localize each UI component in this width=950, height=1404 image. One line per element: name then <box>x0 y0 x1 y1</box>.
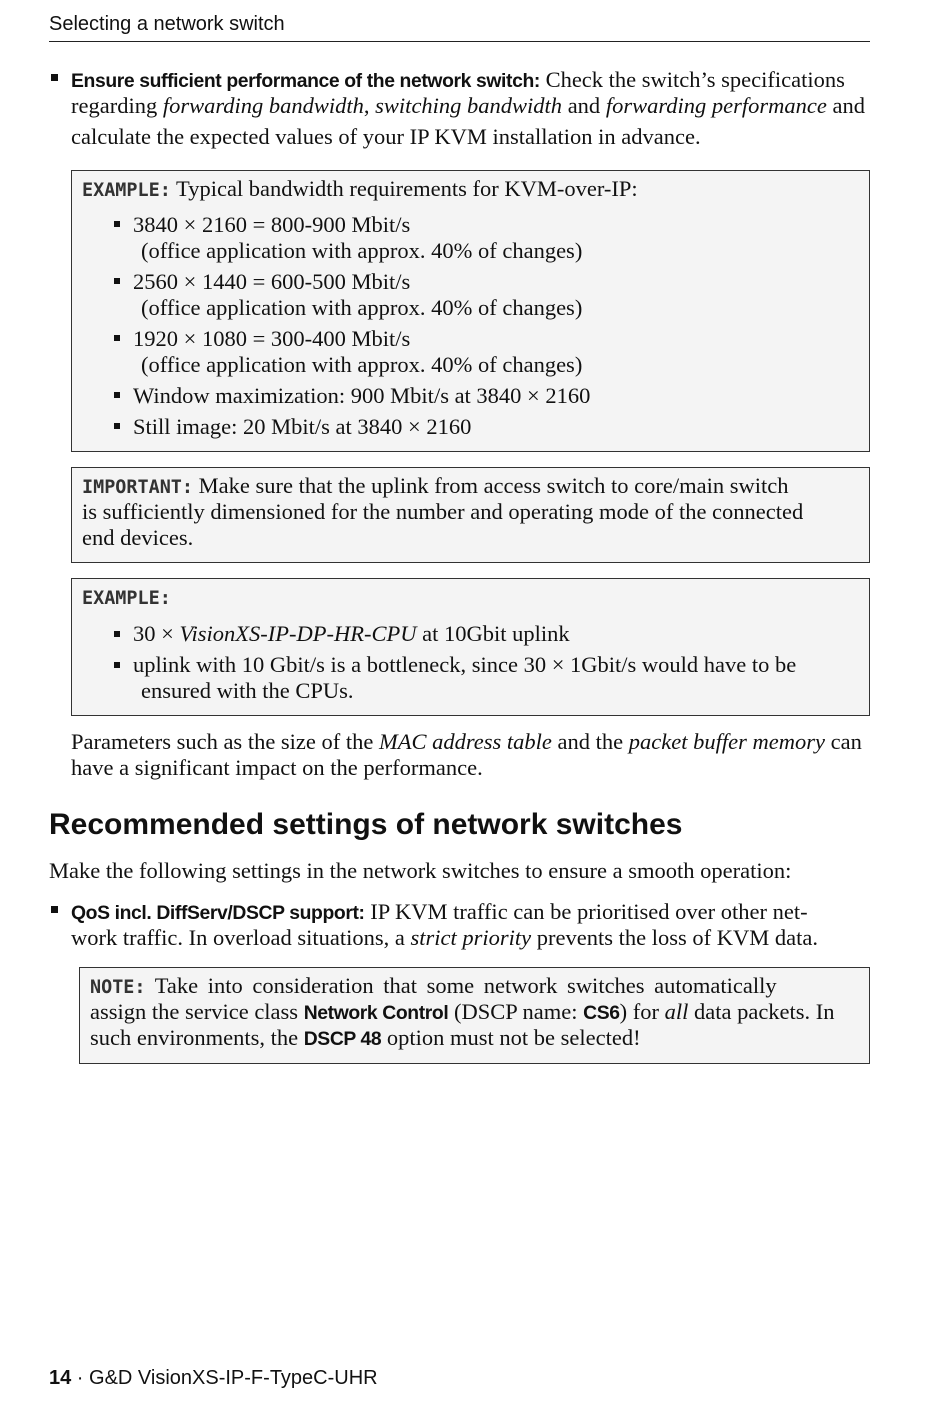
bullet-marker <box>51 906 58 913</box>
example-box-uplink <box>71 578 870 716</box>
list-item: 30 × VisionXS-IP-DP-HR-CPU at 10Gbit uplink <box>133 621 570 646</box>
list-bullet <box>114 278 120 284</box>
list-item: 1920 × 1080 = 300-400 Mbit/s <box>133 326 411 351</box>
bullet-marker <box>51 74 58 81</box>
intro-line-1: Ensure sufficient performance of the network switch: Check the switch’s specifications <box>71 67 845 92</box>
list-bullet <box>114 335 120 341</box>
qos-line-1: QoS incl. DiffServ/DSCP support: IP KVM traffic can be prioritised over other net- <box>71 899 808 924</box>
note-box <box>79 967 870 1064</box>
example-label: EXAMPLE: <box>82 180 171 201</box>
product-name: G&D VisionXS-IP-F-TypeC-UHR <box>89 1367 378 1389</box>
note-line-2: assign the service class Network Control (DSCP name: CS6) for all data packets. In <box>90 999 835 1024</box>
params-line-2: have a significant impact on the performance. <box>71 755 483 780</box>
intro-line-2: regarding forwarding bandwidth, switching bandwidth and forwarding performance and <box>71 93 865 118</box>
section-intro: Make the following settings in the network switches to ensure a smooth operation: <box>49 858 792 883</box>
list-item-detail: (office application with approx. 40% of changes) <box>141 352 583 377</box>
list-bullet <box>114 631 120 637</box>
qos-label: QoS incl. DiffServ/DSCP support: <box>71 902 365 924</box>
list-item-detail: (office application with approx. 40% of changes) <box>141 295 583 320</box>
list-bullet <box>114 392 120 398</box>
important-box <box>71 467 870 563</box>
section-heading: Recommended settings of network switches <box>49 808 683 841</box>
page-number: 14 <box>49 1367 72 1389</box>
list-item: Window maximization: 900 Mbit/s at 3840 × 2160 <box>133 383 591 408</box>
list-bullet <box>114 221 120 227</box>
note-line-3: such environments, the DSCP 48 option must not be selected! <box>90 1025 641 1050</box>
intro-line-3: calculate the expected values of your IP KVM installation in advance. <box>71 124 701 149</box>
note-line-1: NOTE: Take into consideration that some network switches automatically <box>90 973 777 998</box>
example-title: EXAMPLE: Typical bandwidth requirements for KVM-over-IP: <box>82 176 638 201</box>
list-item-detail: ensured with the CPUs. <box>141 678 354 703</box>
note-label: NOTE: <box>90 977 146 998</box>
page-footer: 14 · G&D VisionXS-IP-F-TypeC-UHR <box>49 1367 378 1389</box>
page-header <box>49 13 870 42</box>
important-label: IMPORTANT: <box>82 477 194 498</box>
intro-label: Ensure sufficient performance of the network switch: <box>71 70 540 92</box>
header-title: Selecting a network switch <box>49 13 285 35</box>
list-item: Still image: 20 Mbit/s at 3840 × 2160 <box>133 414 472 439</box>
important-line-2: is sufficiently dimensioned for the number and operating mode of the connected <box>82 499 804 524</box>
dscp-name: CS6 <box>583 1002 620 1024</box>
important-line-1: IMPORTANT: Make sure that the uplink from access switch to core/main switch <box>82 473 789 498</box>
service-class-name: Network Control <box>303 1002 449 1024</box>
list-item: 2560 × 1440 = 600-500 Mbit/s <box>133 269 411 294</box>
qos-line-2: work traffic. In overload situations, a strict priority prevents the loss of KVM data. <box>71 925 818 950</box>
list-item: 3840 × 2160 = 800-900 Mbit/s <box>133 212 411 237</box>
dscp-option: DSCP 48 <box>303 1028 382 1050</box>
params-line-1: Parameters such as the size of the MAC address table and the packet buffer memory can <box>71 729 862 754</box>
list-bullet <box>114 423 120 429</box>
example-label: EXAMPLE: <box>82 588 171 609</box>
list-bullet <box>114 662 120 668</box>
list-item: uplink with 10 Gbit/s is a bottleneck, since 30 × 1Gbit/s would have to be <box>133 652 797 677</box>
important-line-3: end devices. <box>82 525 194 550</box>
example-box-bandwidth <box>71 170 870 452</box>
list-item-detail: (office application with approx. 40% of changes) <box>141 238 583 263</box>
